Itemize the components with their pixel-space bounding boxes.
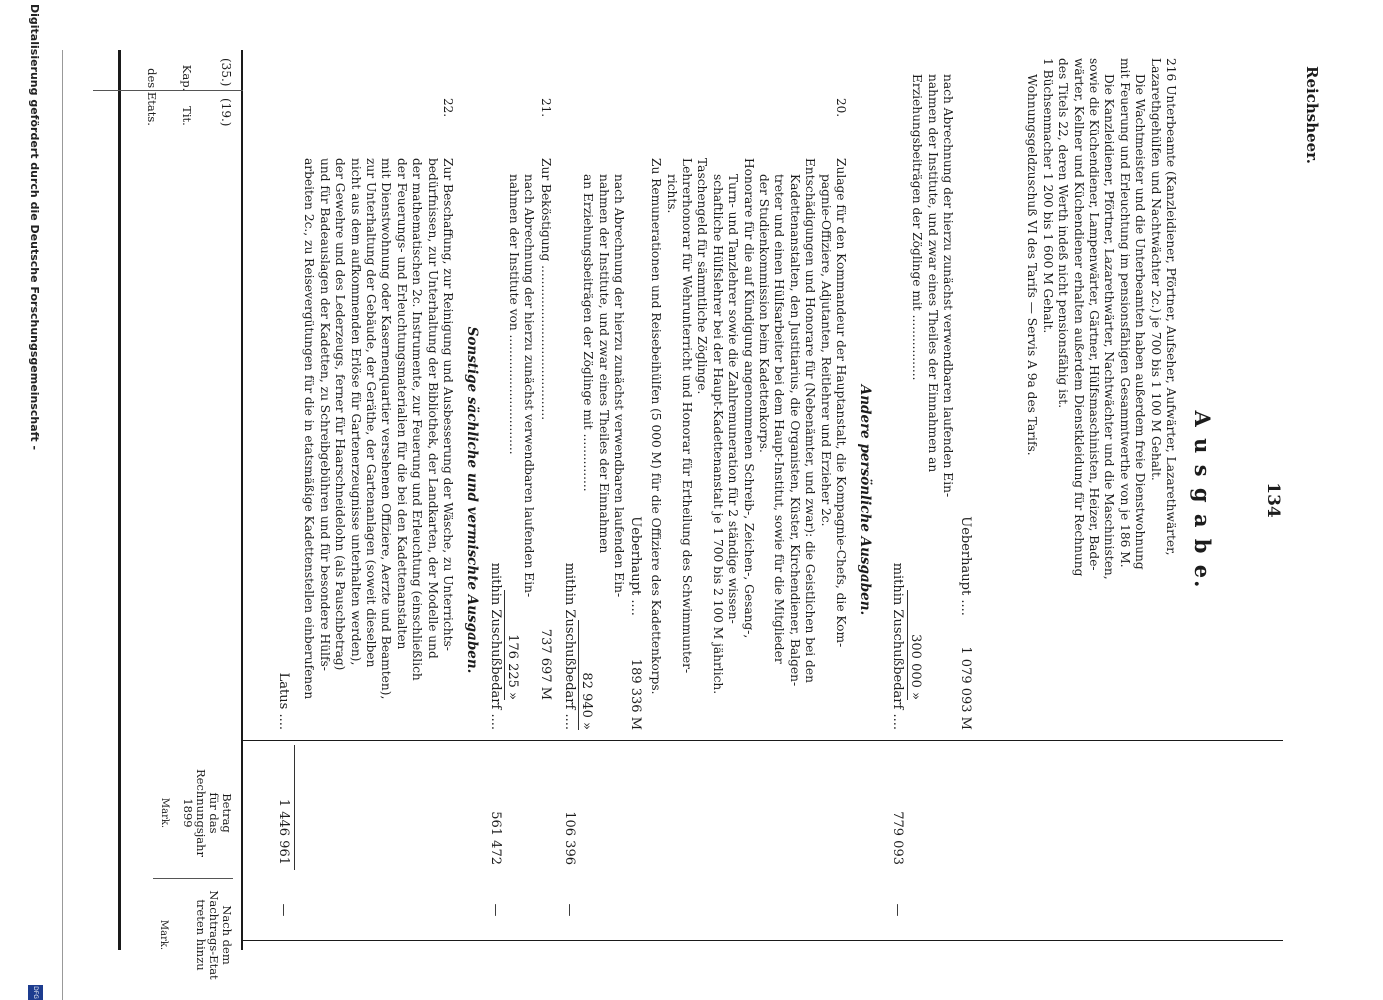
entry-text-line: 1 Büchsenmacher 1 200 bis 1 600 M Gehalt. [1040,58,1055,334]
header-divider-rule [241,50,243,950]
entry-tit: 20. [834,98,848,118]
entry-text-line: der mathematischen 2c. Instrumente, zur Feuerung und Erleuchtung (einschließlich [410,158,425,681]
entry-tit: 21. [539,98,553,118]
page-number: 134 [1263,482,1283,518]
entry-text-line: arbeiten 2c., zu Reisevergütungen für die in etatsmäßige Kadettenstellen einberufenen [302,158,317,700]
entry-text-block [648,158,848,728]
entry-text-block [538,158,553,578]
entry-text-line: Zur Beköstigung ........................................ [539,158,553,421]
entry-text-line: 216 Unterbeamte (Kanzleidiener, Pförtner, Aufseher, Aufwärter, Lazarethwärter, [1164,58,1178,556]
deduction-line: nach Abrechnung der hierzu zunächst verwendbaren laufenden Ein- [941,74,955,498]
deduction-text-block [580,174,626,614]
subtotal-label: Ueberhaupt .... [628,516,643,616]
amount-column-rule-right [243,940,1283,941]
frame-bottom-rule [62,50,63,1000]
section-heading: Andere persönliche Ausgaben. [857,384,873,616]
subtotal-value: 1 079 093 M [958,646,973,730]
zuschuss-label: mithin Zuschußbedarf .... [488,562,503,730]
page-title: A u s g a b e. [1190,410,1215,590]
subtotal-value: 189 336 M [628,658,643,730]
entry-text-line: bedürfnissen, zur Unterhaltung der Bibliothek, der Landkarten, der Modelle und [425,158,440,659]
entry-text-line: treter und einen Hülfsarbeiter bei dem Haupt-Institut, sowie für die Mitglieder [772,174,787,664]
entry-text-line: Zulage für den Kommandeur der Hauptanstalt, die Kompagnie-Chefs, die Kom- [834,158,848,648]
entry-text-line: zur Unterhaltung der Gebäude, der Geräthe, der Gartenanlagen (soweit dieselben [363,158,378,668]
entry-text-line: nicht aus dem aufkommenden Erlöse für Gartenerzeugnisse unterhalten werden), [348,158,363,666]
entry-text-line: Turn- und Tanzlehrer sowie die Zahlremuneration für 2 ständige wissen- [726,174,741,624]
column-head-betrag [158,758,233,868]
entry-text-line: Die Kanzleidiener, Pförtner, Lazarethwärter, Nachtwächter und die Maschinisten, [1102,74,1117,580]
amount-cell: 106 396 [562,811,577,865]
column-head-nachtrag [157,885,233,985]
nachtrag-cell: — [562,903,577,917]
amount-column-divider [153,878,233,879]
deduction-line: nahmen der Institute, und zwar eines Theiles der Einnahmen [596,174,611,554]
entry-text-line: richts. [664,174,679,214]
nachtrag-cell: — [890,903,905,917]
entry-text-line: sowie die Küchendiener, Lampenwärter, Gärtner, Hülfsmaschinisten, Heizer, Bade- [1086,58,1101,571]
column-head-nachtrag-line: Nachtrags-Etat [207,890,221,980]
entry-text-line: der Gewehre und des Lederzeugs, ferner für Haarschneidelohn (als Pauschbetrag) [333,158,348,671]
entry-text-block [301,158,455,728]
column-head-des-etats: des Etats. [145,68,159,126]
entry-text-line: des Titels 22, deren Werth indeß nicht pensionsfähig ist. [1056,58,1071,409]
column-head-betrag-line: 1899 [181,798,195,828]
latus-label: Latus .... [276,672,291,730]
entry-text-line: mit Dienstwohnung oder Kasernenquartier versehenen Offiziere, Aerzte und Beamten), [379,158,394,700]
deduction-text-block [909,74,955,594]
entry-text-line: Die Wachtmeister und die Unterbeamten haben außerdem freie Dienstwohnung [1133,74,1148,570]
frame-right-rule [118,50,121,950]
latus-rule [294,745,295,870]
deduction-value: 176 225 » [504,590,520,700]
entry-text-line: mit Feuerung und Erleuchtung im pensionsfähigen Gesammtwerthe von je 186 M. [1117,58,1132,568]
column-unit-mark: Mark. [159,797,170,829]
deduction-value: 300 000 » [907,590,923,700]
column-head-betrag-line: Betrag [220,793,234,833]
column-head-tit: Tit. [180,106,194,126]
subtotal-label: Ueberhaupt .... [958,516,973,616]
deduction-text-block [505,174,536,614]
deduction-line: nahmen der Institute, und zwar eines Theiles der Einnahmen an [925,74,940,473]
zuschuss-label: mithin Zuschußbedarf .... [890,562,905,730]
amount-cell: 561 472 [488,811,503,865]
entry-text-line: Zur Beschaffung, zur Reinigung und Ausbesserung der Wäsche, zu Unterrichts- [441,158,455,651]
deduction-line: nach Abrechnung der hierzu zunächst verwendbaren laufenden Ein- [522,174,536,598]
column-head-nachtrag-line: Nach dem [220,905,234,965]
amount-cell: 779 093 [890,811,905,865]
line-value: 737 697 M [538,628,553,700]
deduction-line: nahmen der Institute von ............................... [506,174,521,455]
nachtrag-cell: — [488,903,503,917]
deduction-line: nach Abrechnung der hierzu zunächst verwendbaren laufenden Ein- [612,174,626,598]
entry-text-line: Lehrerhonorar für Wehrunterricht und Honorar für Ertheilung des Schwimmunter- [679,158,694,674]
running-head-section: Reichsheer. [1303,66,1321,164]
entry-kap: (35.) [219,58,233,87]
entry-text-line: Entschädigungen und Honorare für (Nebenämter, und zwar): die Geistlichen bei den [803,158,818,683]
digitization-note [28,0,41,1000]
entry-text-line: wärter, Kellner und Küchendiener erhalten außerdem Dienstkleidung für Rechnung [1071,58,1086,577]
subtotal-line [628,230,643,730]
entry-text-line: Wohnungsgeldzuschuß VI des Tarifs — Servis A 9a des Tarifs. [1025,74,1040,456]
entry-text-line: Lazarethgehülfen und Nachtwächter 2c.) je 700 bis 1 100 M Gehalt. [1148,58,1163,481]
entry-tit: (19.) [219,98,233,127]
entry-text-line: der Studienkommission beim Kadettenkorps. [756,174,771,453]
entry-text-line: Honorare für die auf Kündigung angenommenen Schreib-, Zeichen-, Gesang-, [741,158,756,639]
column-head-betrag-line: für das [207,792,221,834]
digitization-note-text: Digitalisierung gefördert durch die Deutsche Forschungsgemeinschaft - [28,4,41,451]
entry-text-line: Taschengeld für sämmtliche Zöglinge. [695,158,710,395]
column-unit-mark: Mark. [158,919,169,951]
entry-text-line: schaftliche Hülfslehrer bei der Haupt-Kadettenanstalt je 1 700 bis 2 100 M jährlich. [710,174,725,695]
deduction-line: Erziehungsbeiträgen der Zöglinge mit ................. [910,74,925,381]
dfg-logo: DFG [28,985,43,1000]
entry-text-line: der Feuerungs- und Erleuchtungsmaterialien für die bei den Kadettenanstalten [394,158,409,650]
column-head-nachtrag-line: treten hinzu [194,899,208,971]
zuschuss-label: mithin Zuschußbedarf .... [562,562,577,730]
amount-cell: 1 446 961 [276,798,291,865]
section-heading: Sonstige sächliche und vermischte Ausgaben. [464,326,480,674]
amount-column-rule-left [243,740,1283,741]
deduction-value: 82 940 » [578,620,594,730]
column-head-betrag-line: Rechnungsjahr [194,768,208,858]
nachtrag-cell: — [276,903,291,917]
entry-text-line: Kadettenanstalten, den Justitiarius, die Organisten, Küster, Kirchendiener, Balgen- [787,174,802,687]
entry-text-block [1024,58,1178,728]
column-head-kap: Kap. [180,64,194,92]
subtotal-line [958,230,973,730]
entry-text-line: pagnie-Offiziere, Adjutanten, Reitlehrer und Erzieher 2c. [818,174,833,527]
deduction-line: an Erziehungsbeiträgen der Zöglinge mit ............... [581,174,596,492]
entry-text-line: und für Badeauslagen der Kadetten, zu Schreibgebühren und für besondere Hülfs- [317,158,332,671]
entry-text-line: Zu Remunerationen und Reisebeihülfen (5 000 M) für die Offiziere des Kadettenkorps. [649,158,664,695]
entry-tit: 22. [441,98,455,118]
